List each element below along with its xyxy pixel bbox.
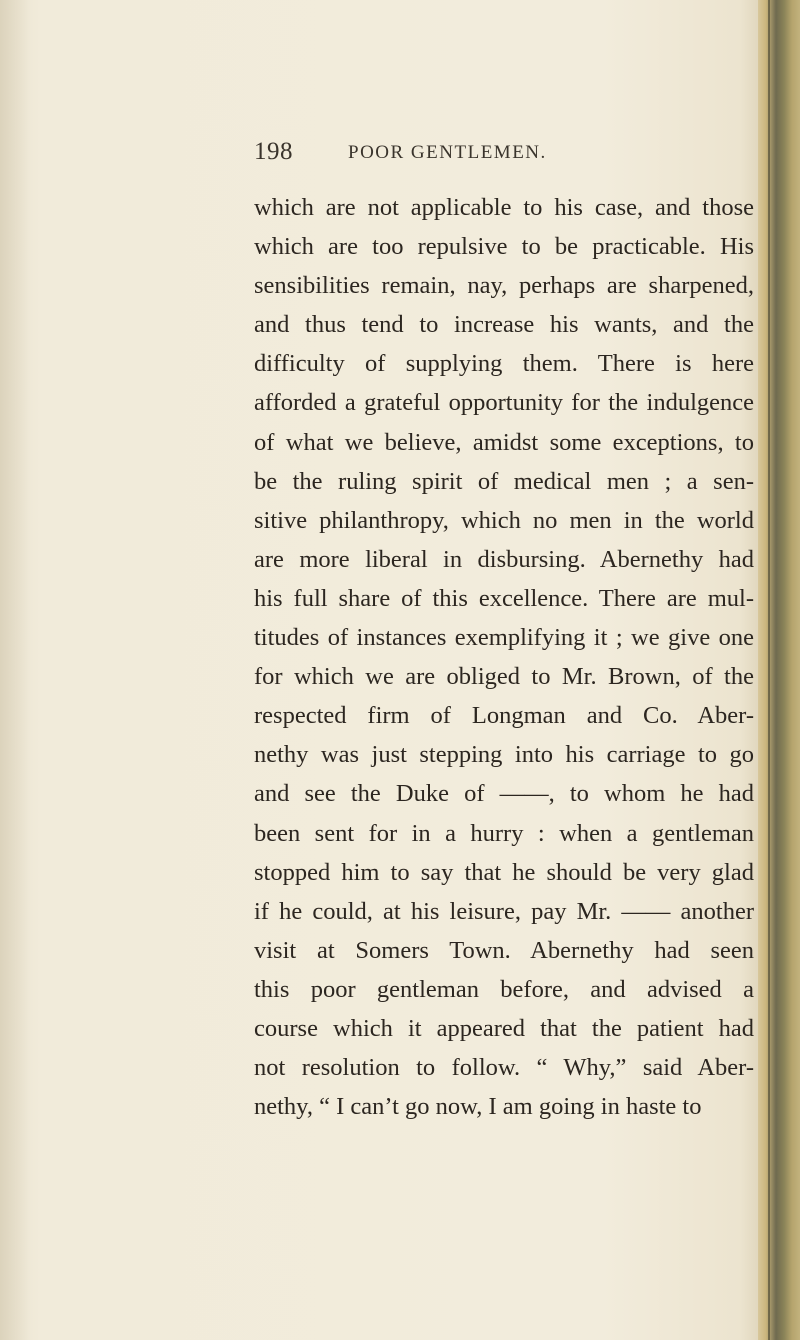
text-line: difficulty of supplying them. There is here xyxy=(254,350,754,378)
text-line: which are too repulsive to be practicable. His xyxy=(254,233,754,261)
text-line: course which it appeared that the patient had xyxy=(254,1014,754,1042)
text-line: for which we are obliged to Mr. Brown, of the xyxy=(254,663,754,691)
text-line: of what we believe, amidst some exceptions, to xyxy=(254,428,754,456)
page-left-shade xyxy=(0,0,30,1340)
text-line: nethy was just stepping into his carriage to go xyxy=(254,741,754,769)
text-line: afforded a grateful opportunity for the indulgence xyxy=(254,389,754,417)
text-line: are more liberal in disbursing. Abernethy had xyxy=(254,545,754,573)
text-line: visit at Somers Town. Abernethy had seen xyxy=(254,936,754,964)
text-line: titudes of instances exemplifying it ; we give one xyxy=(254,624,754,652)
text-line: respected firm of Longman and Co. Aber- xyxy=(254,702,754,730)
text-line: been sent for in a hurry : when a gentleman xyxy=(254,819,754,847)
gutter-line xyxy=(768,0,770,1340)
text-line: sensibilities remain, nay, perhaps are sharpened, xyxy=(254,272,754,300)
running-head: POOR GENTLEMEN. xyxy=(348,142,547,163)
text-line: his full share of this excellence. There are mul- xyxy=(254,584,754,612)
text-line: and thus tend to increase his wants, and the xyxy=(254,311,754,339)
page-number: 198 xyxy=(254,138,293,165)
page-header xyxy=(254,138,694,174)
text-line: nethy, “ I can’t go now, I am going in haste to xyxy=(254,1093,702,1121)
book-gutter-edge xyxy=(758,0,800,1340)
body-text xyxy=(254,188,754,1126)
text-line: if he could, at his leisure, pay Mr. —— another xyxy=(254,897,754,925)
text-line: and see the Duke of ——, to whom he had xyxy=(254,780,754,808)
text-line: stopped him to say that he should be very glad xyxy=(254,858,754,886)
text-line: be the ruling spirit of medical men ; a sen- xyxy=(254,467,754,495)
text-line: sitive philanthropy, which no men in the world xyxy=(254,506,754,534)
text-line: not resolution to follow. “ Why,” said Aber- xyxy=(254,1054,754,1082)
text-line: this poor gentleman before, and advised a xyxy=(254,975,754,1003)
text-line: which are not applicable to his case, and those xyxy=(254,194,754,221)
